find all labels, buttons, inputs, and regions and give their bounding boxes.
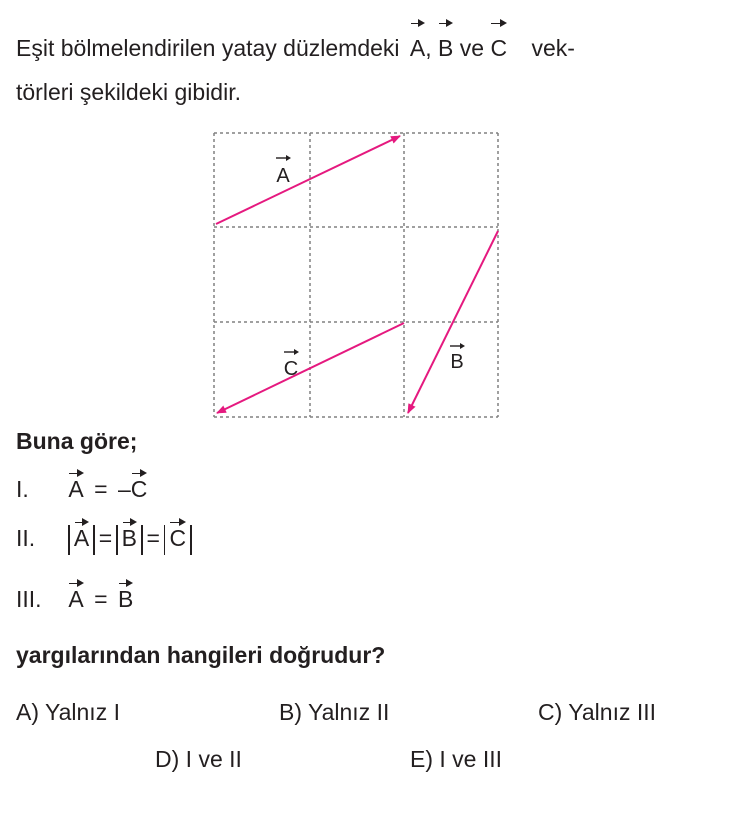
statement-2-v2: B xyxy=(121,525,138,552)
abs-bar xyxy=(116,525,118,555)
vector-c-label: C xyxy=(490,26,507,70)
statement-2-v3: C xyxy=(169,525,187,552)
statement-3-lhs: A xyxy=(68,586,84,612)
statement-2 xyxy=(16,525,196,555)
statement-1-minus: – xyxy=(117,476,131,502)
figure-text-c: C xyxy=(283,358,299,380)
abs-bar xyxy=(93,525,95,555)
buna-gore-heading: Buna göre; xyxy=(16,428,138,454)
grid-lines xyxy=(214,133,498,417)
vector-b-label: B xyxy=(438,26,453,70)
abs-bar xyxy=(164,525,166,555)
statement-3-rhs: B xyxy=(117,586,134,612)
figure-label-b xyxy=(450,343,465,373)
statement-2-eq1: = xyxy=(98,525,113,552)
statement-2-num: II. xyxy=(16,525,36,552)
vector-a-label: A xyxy=(410,26,425,70)
statement-1-lhs: A xyxy=(68,476,84,502)
statement-3 xyxy=(16,586,133,613)
option-b[interactable]: B) Yalnız II xyxy=(279,699,390,725)
vector-a-arrow xyxy=(216,136,400,224)
statement-1-op: = xyxy=(94,476,108,502)
figure-text-b: B xyxy=(450,351,464,373)
question-prefix: Eşit bölmelendirilen yatay düzlemdeki xyxy=(16,35,400,61)
ve-word: ve xyxy=(459,35,485,61)
comma: , xyxy=(425,35,432,61)
question-prompt: yargılarından hangileri doğrudur? xyxy=(16,642,386,668)
abs-bar xyxy=(141,525,143,555)
question-line-1 xyxy=(16,26,575,70)
option-d[interactable]: D) I ve II xyxy=(155,746,242,772)
statement-1-num: I. xyxy=(16,476,29,502)
statement-1 xyxy=(16,476,147,503)
vector-grid-figure xyxy=(200,120,520,430)
statement-3-op: = xyxy=(94,586,108,612)
abs-bar xyxy=(190,525,192,555)
abs-bar xyxy=(68,525,70,555)
option-c[interactable]: C) Yalnız III xyxy=(538,699,657,725)
option-a[interactable]: A) Yalnız I xyxy=(16,699,120,725)
statement-3-num: III. xyxy=(16,586,42,612)
statement-1-rhs: C xyxy=(130,476,148,502)
question-suffix: vek- xyxy=(531,35,575,61)
statement-2-eq2: = xyxy=(146,525,160,552)
figure-label-c xyxy=(284,349,299,380)
figure-label-a xyxy=(276,155,291,187)
option-e[interactable]: E) I ve III xyxy=(410,746,503,772)
statement-2-v1: A xyxy=(73,525,90,552)
question-line-2: törleri şekildeki gibidir. xyxy=(16,79,241,105)
figure-text-a: A xyxy=(276,165,290,187)
